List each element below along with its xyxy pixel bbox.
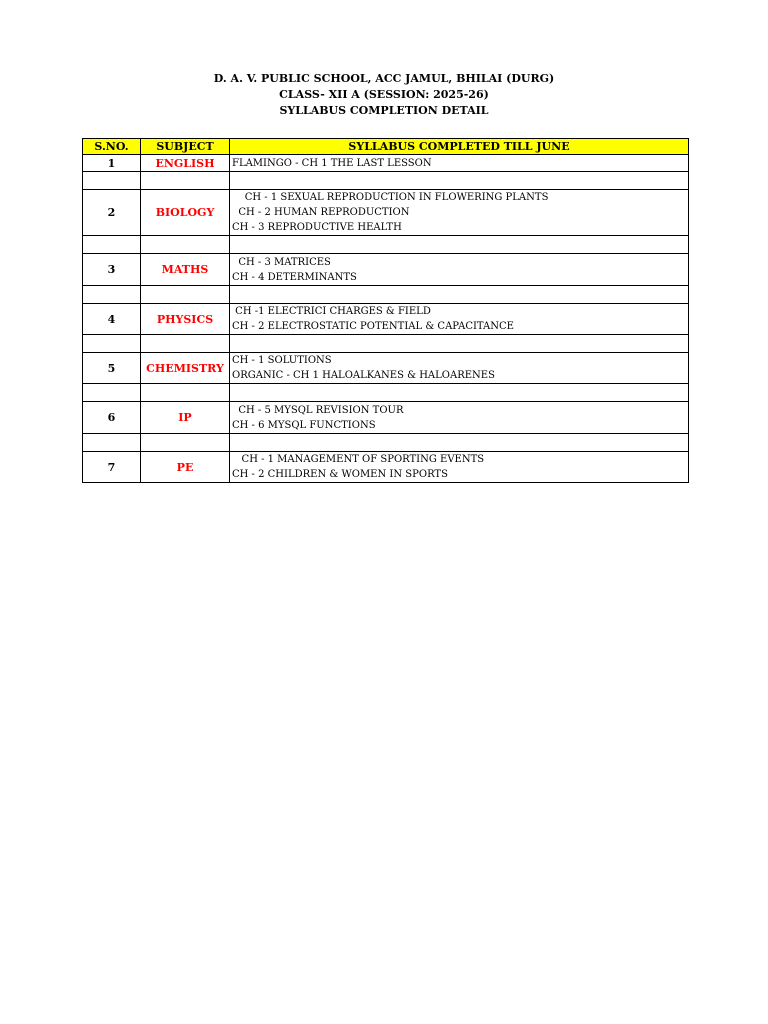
syllabus-cell [230,452,689,483]
serial-number: 5 [83,353,141,384]
spacer-row [83,335,689,353]
spacer-row [83,434,689,452]
syllabus-line: CH - 2 ELECTROSTATIC POTENTIAL & CAPACITANCE [232,321,514,332]
syllabus-cell [230,190,689,236]
table-header-row [83,139,689,155]
serial-number: 3 [83,254,141,286]
subject-name: PHYSICS [141,304,230,335]
serial-number: 4 [83,304,141,335]
syllabus-line: FLAMINGO - CH 1 THE LAST LESSON [232,157,432,169]
subject-name: ENGLISH [141,155,230,172]
serial-number: 2 [83,190,141,236]
syllabus-line: CH - 1 SOLUTIONS [232,355,332,366]
syllabus-cell [230,402,689,434]
empty-cell [230,434,689,452]
column-header-subject: SUBJECT [141,139,230,155]
table-row [83,190,689,236]
table-row [83,155,689,172]
syllabus-cell [230,155,689,172]
empty-cell [141,286,230,304]
empty-cell [230,384,689,402]
syllabus-line: CH - 1 MANAGEMENT OF SPORTING EVENTS [232,454,485,465]
empty-cell [141,384,230,402]
subject-name: BIOLOGY [141,190,230,236]
column-header-sno: S.NO. [83,139,141,155]
syllabus-line: CH - 4 DETERMINANTS [232,271,357,283]
syllabus-cell [230,254,689,286]
spacer-row [83,286,689,304]
subject-name: PE [141,452,230,483]
empty-cell [83,286,141,304]
empty-cell [230,286,689,304]
syllabus-line: CH - 2 CHILDREN & WOMEN IN SPORTS [232,469,448,480]
syllabus-line: CH - 3 MATRICES [232,256,331,268]
empty-cell [83,236,141,254]
table-row [83,353,689,384]
empty-cell [141,172,230,190]
syllabus-line: CH - 5 MYSQL REVISION TOUR [232,404,404,416]
syllabus-line: CH - 6 MYSQL FUNCTIONS [232,419,376,431]
syllabus-line: CH - 1 SEXUAL REPRODUCTION IN FLOWERING PLANTS [232,192,549,203]
syllabus-line: CH - 2 HUMAN REPRODUCTION [232,207,410,218]
empty-cell [83,434,141,452]
empty-cell [141,236,230,254]
empty-cell [141,335,230,353]
empty-cell [83,172,141,190]
table-body [83,155,689,483]
empty-cell [230,236,689,254]
document-header [0,71,768,119]
syllabus-line: CH -1 ELECTRICI CHARGES & FIELD [232,306,431,317]
empty-cell [230,335,689,353]
serial-number: 7 [83,452,141,483]
empty-cell [230,172,689,190]
document-title: SYLLABUS COMPLETION DETAIL [279,104,489,117]
subject-name: IP [141,402,230,434]
spacer-row [83,236,689,254]
school-name: D. A. V. PUBLIC SCHOOL, ACC JAMUL, BHILAI (DURG) [213,72,555,85]
class-session: CLASS- XII A (SESSION: 2025-26) [279,88,489,101]
syllabus-line: CH - 3 REPRODUCTIVE HEALTH [232,222,402,233]
syllabus-line: ORGANIC - CH 1 HALOALKANES & HALOARENES [232,370,495,381]
empty-cell [83,384,141,402]
serial-number: 6 [83,402,141,434]
syllabus-table [82,138,689,483]
spacer-row [83,172,689,190]
empty-cell [83,335,141,353]
table-row [83,254,689,286]
subject-name: MATHS [141,254,230,286]
table-row [83,304,689,335]
column-header-syllabus: SYLLABUS COMPLETED TILL JUNE [230,139,689,155]
table-row [83,402,689,434]
serial-number: 1 [83,155,141,172]
table-row [83,452,689,483]
empty-cell [141,434,230,452]
syllabus-cell [230,353,689,384]
spacer-row [83,384,689,402]
subject-name: CHEMISTRY [141,353,230,384]
syllabus-cell [230,304,689,335]
